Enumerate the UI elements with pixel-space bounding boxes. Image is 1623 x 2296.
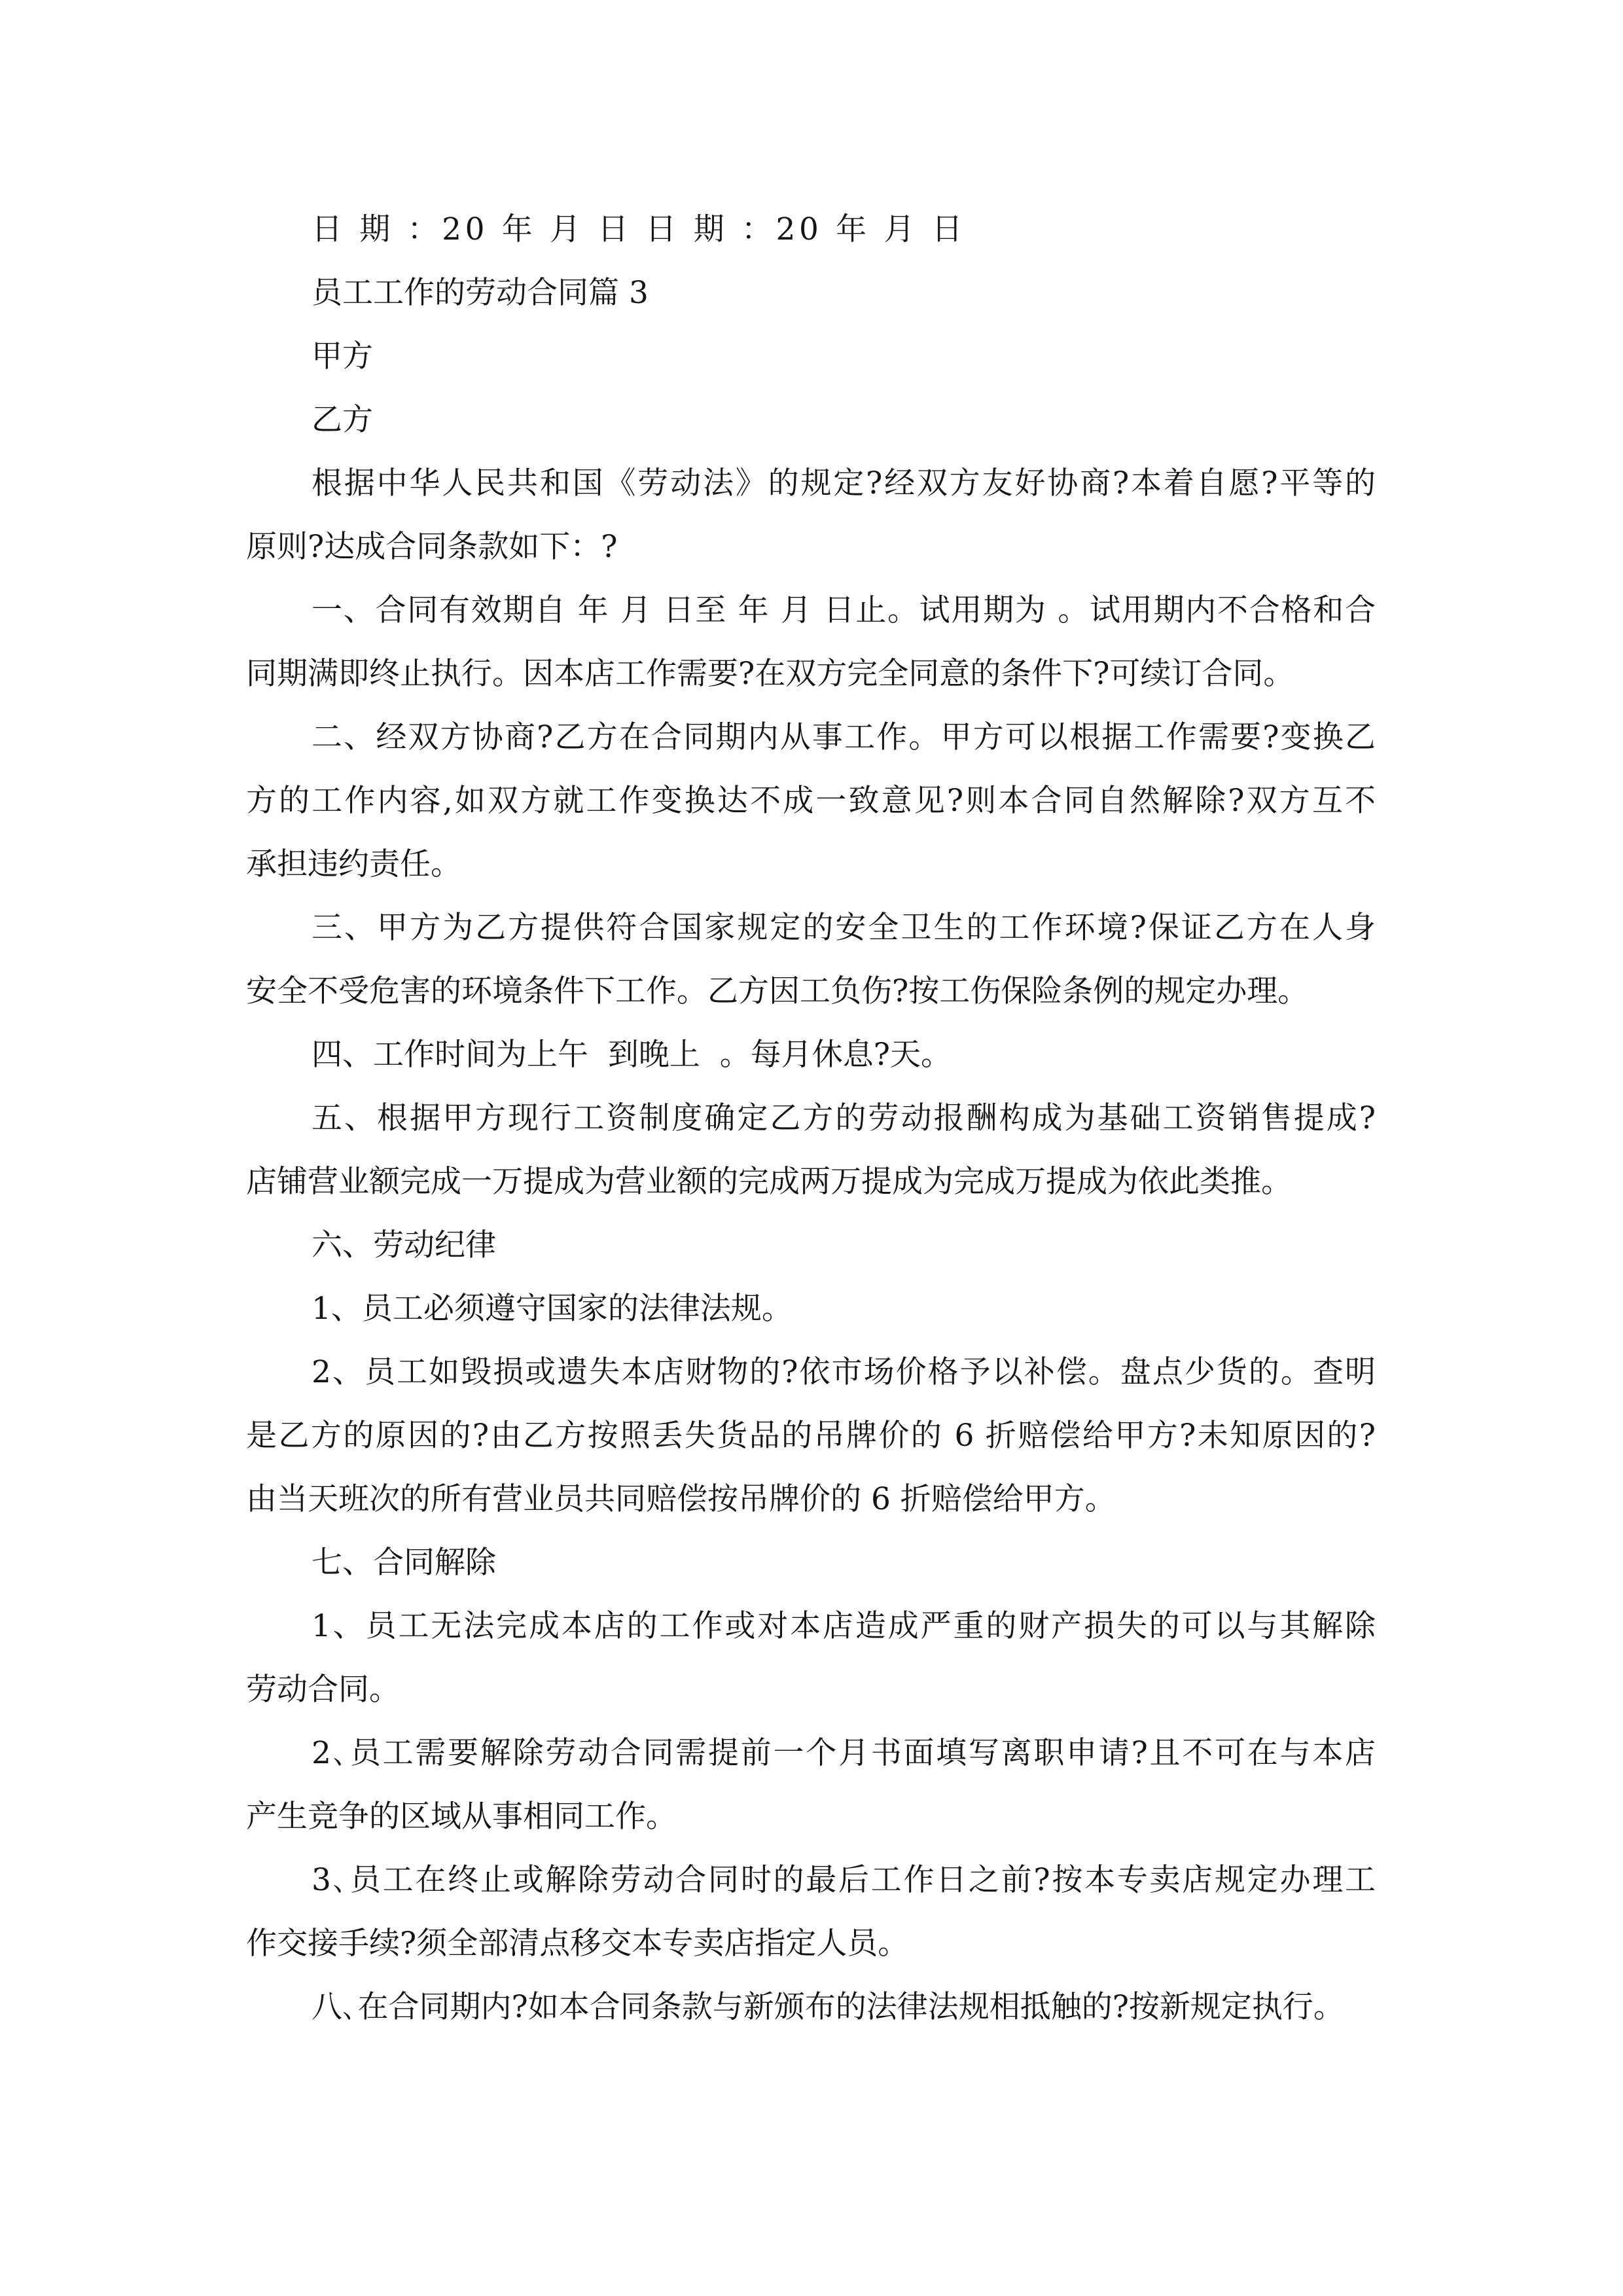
paragraph-line: 劳动合同。 [246,1672,400,1708]
paragraph-line: 五、根据甲方现行工资制度确定乙方的劳动报酬构成为基础工资销售提成? [312,1100,1376,1136]
paragraph-line: 同期满即终止执行。因本店工作需要?在双方完全同意的条件下?可续订合同。 [246,656,1294,692]
paragraph-termination-1 [246,1594,1376,1721]
paragraph-discipline-1 [246,1277,1376,1340]
paragraph-line: 三、甲方为乙方提供符合国家规定的安全卫生的工作环境?保证乙方在人身 [312,910,1376,946]
paragraph-line: 二、经双方协商?乙方在合同期内从事工作。甲方可以根据工作需要?变换乙 [312,719,1376,755]
heading-labor-discipline [246,1213,1376,1277]
paragraph-line: 原则?达成合同条款如下：? [246,529,618,565]
paragraph-discipline-2 [246,1340,1376,1531]
paragraph-termination-3 [246,1848,1376,1975]
paragraph-line: 八､在合同期内?如本合同条款与新颁布的法律法规相抵触的?按新规定执行。 [312,1989,1344,2025]
paragraph-clause-1 [246,579,1376,706]
paragraph-termination-2 [246,1721,1376,1848]
paragraph-line: 产生竞争的区域从事相同工作。 [246,1799,677,1835]
paragraph-line: 1、员工无法完成本店的工作或对本店造成严重的财产损失的可以与其解除 [312,1608,1376,1644]
paragraph-line: 方的工作内容,如双方就工作变换达不成一致意见?则本合同自然解除?双方互不 [246,783,1376,819]
paragraph-line: 1、员工必须遵守国家的法律法规。 [312,1291,793,1327]
paragraph-clause-4 [246,1023,1376,1086]
paragraph-line: 由当天班次的所有营业员共同赔偿按吊牌价的 6 折赔偿给甲方。 [246,1481,1116,1517]
heading-contract-termination [246,1531,1376,1594]
paragraph-line: 四、工作时间为上午 到晚上 。每月休息?天。 [312,1037,952,1073]
paragraph-line: 作交接手续?须全部清点移交本专卖店指定人员。 [246,1926,909,1962]
paragraph-line: 安全不受危害的环境条件下工作。乙方因工负伤?按工伤保险条例的规定办理。 [246,973,1309,1009]
paragraph-line: 是乙方的原因的?由乙方按照丢失货品的吊牌价的 6 折赔偿给甲方?未知原因的? [246,1418,1376,1454]
paragraph-line: 2、员工如毁损或遗失本店财物的?依市场价格予以补偿。盘点少货的。查明 [312,1354,1376,1390]
paragraph-line: 一、合同有效期自 年 月 日至 年 月 日止。试用期为 。试用期内不合格和合 [312,592,1376,628]
document-body [246,198,1376,2039]
section-title: 员工工作的劳动合同篇 3 [312,275,649,311]
paragraph-line: 根据中华人民共和国《劳动法》的规定?经双方友好协商?本着自愿?平等的 [312,465,1376,501]
paragraph-clause-8 [246,1975,1376,2039]
paragraph-line: 六、劳动纪律 [312,1227,496,1263]
signature-date-line: 日 期 ：20 年 月 日 日 期 ：20 年 月 日 [312,211,967,247]
paragraph-clause-2 [246,706,1376,896]
paragraph-line: 2､员工需要解除劳动合同需提前一个月书面填写离职申请?且不可在与本店 [312,1735,1376,1771]
paragraph-clause-5 [246,1086,1376,1213]
paragraph-line: 3､员工在终止或解除劳动合同时的最后工作日之前?按本专卖店规定办理工 [312,1862,1376,1898]
party-b-label: 乙方 [312,402,373,438]
paragraph-line: 承担违约责任。 [246,846,461,882]
paragraph-line: 七、合同解除 [312,1545,496,1581]
paragraph-clause-3 [246,896,1376,1023]
paragraph-line: 店铺营业额完成一万提成为营业额的完成两万提成为完成万提成为依此类推。 [246,1164,1292,1200]
paragraph-preamble [246,452,1376,579]
party-a-label: 甲方 [312,338,373,374]
